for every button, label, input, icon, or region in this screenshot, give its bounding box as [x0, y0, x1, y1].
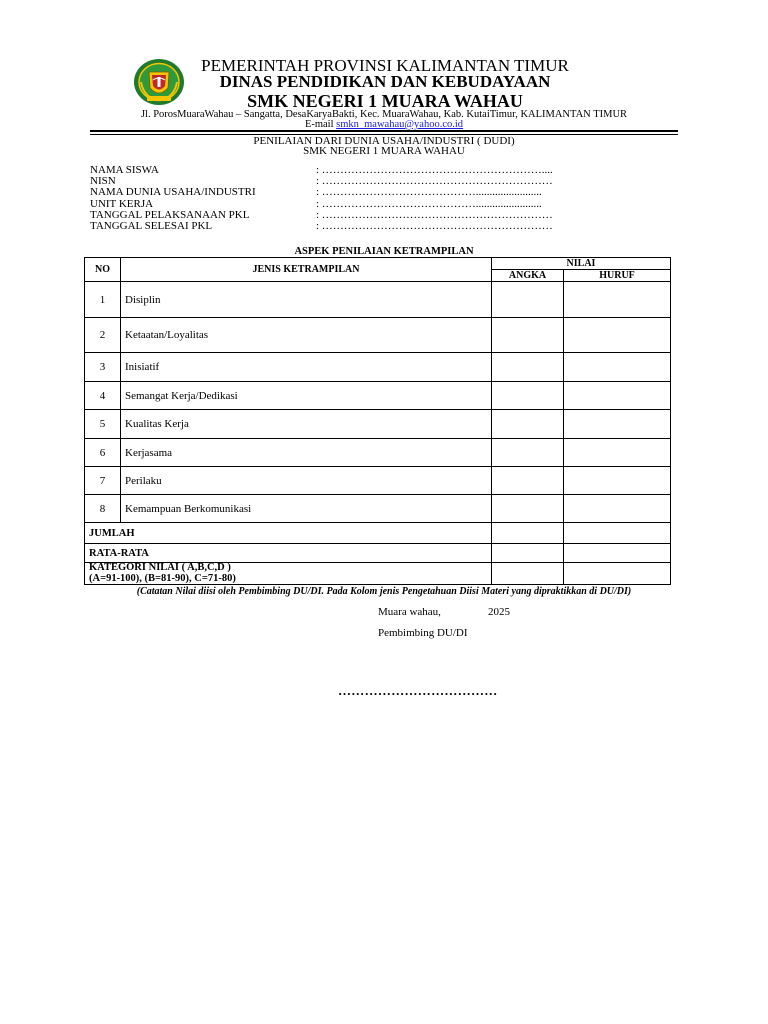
angka-cell[interactable] — [492, 410, 564, 439]
row-skill: Inisiatif — [121, 353, 492, 382]
category-angka-cell[interactable] — [492, 563, 564, 585]
header-skill: JENIS KETRAMPILAN — [121, 258, 492, 282]
signature-role: Pembimbing DU/DI — [378, 627, 468, 639]
huruf-cell[interactable] — [564, 467, 671, 495]
huruf-cell[interactable] — [564, 495, 671, 523]
row-skill: Kerjasama — [121, 439, 492, 467]
identity-row-dunia-usaha — [90, 187, 542, 198]
email-link[interactable]: smkn_mawahau@yahoo.co.id — [336, 119, 464, 130]
category-scale: (A=91-100), (B=81-90), C=71-80) — [89, 572, 236, 584]
header-huruf: HURUF — [564, 270, 671, 282]
table-row — [85, 467, 671, 495]
instruction-note: (Catatan Nilai diisi oleh Pembimbing DU/DI. Pada Kolom jenis Pengetahuan Diisi Materi yang dipraktikkan di DU/DI) — [136, 586, 632, 597]
total-angka-cell[interactable] — [492, 523, 564, 544]
huruf-cell[interactable] — [564, 410, 671, 439]
row-number: 7 — [85, 467, 121, 495]
total-row — [85, 523, 671, 544]
header-nilai: NILAI — [492, 258, 671, 270]
angka-cell[interactable] — [492, 439, 564, 467]
letterhead-thick-rule — [90, 130, 678, 132]
category-huruf-cell[interactable] — [564, 563, 671, 585]
identity-label: NAMA DUNIA USAHA/INDUSTRI — [90, 186, 256, 198]
huruf-cell[interactable] — [564, 318, 671, 353]
identity-label: TANGGAL SELESAI PKL — [90, 220, 213, 232]
row-number: 2 — [85, 318, 121, 353]
form-title: PENILAIAN DARI DUNIA USAHA/INDUSTRI ( DUDI) — [253, 135, 515, 147]
table-row — [85, 353, 671, 382]
identity-field[interactable]: : ……………………………………........................ — [316, 186, 542, 198]
header-no: NO — [85, 258, 121, 282]
identity-field[interactable]: : ……………………………………………………… — [316, 209, 553, 221]
table-row — [85, 439, 671, 467]
email-label: E-mail — [304, 119, 337, 130]
identity-label: UNIT KERJA — [90, 198, 154, 210]
header-department: DINAS PENDIDIKAN DAN KEBUDAYAAN — [219, 72, 551, 91]
row-skill: Disiplin — [121, 282, 492, 318]
identity-label: NAMA SISWA — [90, 164, 159, 176]
signature-name-line[interactable]: ……………………………… — [338, 683, 498, 698]
row-number: 6 — [85, 439, 121, 467]
header-email — [90, 120, 678, 131]
average-angka-cell[interactable] — [492, 544, 564, 563]
average-huruf-cell[interactable] — [564, 544, 671, 563]
identity-field[interactable]: : ……………………………………........................ — [316, 198, 542, 210]
category-label — [85, 563, 492, 585]
row-skill: Kemampuan Berkomunikasi — [121, 495, 492, 523]
huruf-cell[interactable] — [564, 382, 671, 410]
angka-cell[interactable] — [492, 318, 564, 353]
identity-label: TANGGAL PELAKSANAAN PKL — [90, 209, 250, 221]
form-subtitle: SMK NEGERI 1 MUARA WAHAU — [303, 145, 465, 157]
total-label: JUMLAH — [85, 523, 492, 544]
identity-row-tanggal-selesai — [90, 221, 553, 232]
angka-cell[interactable] — [492, 467, 564, 495]
table-row — [85, 382, 671, 410]
row-skill: Ketaatan/Loyalitas — [121, 318, 492, 353]
header-school-name: SMK NEGERI 1 MUARA WAHAU — [247, 91, 523, 111]
header-government: PEMERINTAH PROVINSI KALIMANTAN TIMUR — [201, 56, 569, 75]
total-huruf-cell[interactable] — [564, 523, 671, 544]
signature-place: Muara wahau, — [378, 606, 441, 618]
category-row — [85, 563, 671, 585]
table-row — [85, 410, 671, 439]
row-number: 5 — [85, 410, 121, 439]
row-skill: Kualitas Kerja — [121, 410, 492, 439]
average-row — [85, 544, 671, 563]
table-row — [85, 282, 671, 318]
row-skill: Semangat Kerja/Dedikasi — [121, 382, 492, 410]
header-address: Jl. PorosMuaraWahau – Sangatta, DesaKaryaBakti, Kec. MuaraWahau, Kab. KutaiTimur, KALIMANTAN TIMUR — [140, 109, 628, 120]
huruf-cell[interactable] — [564, 439, 671, 467]
table-row — [85, 495, 671, 523]
category-title: KATEGORI NILAI ( A,B,C,D ) — [89, 562, 231, 573]
assessment-table — [84, 257, 671, 585]
identity-field[interactable]: : …………………………………………………….... — [316, 164, 553, 176]
identity-field[interactable]: : ……………………………………………………… — [316, 175, 553, 187]
average-label: RATA-RATA — [85, 544, 492, 563]
identity-field[interactable]: : ……………………………………………………… — [316, 220, 553, 232]
aspect-title: ASPEK PENILAIAN KETRAMPILAN — [294, 246, 474, 257]
row-number: 8 — [85, 495, 121, 523]
signature-year: 2025 — [488, 606, 510, 618]
angka-cell[interactable] — [492, 353, 564, 382]
row-number: 3 — [85, 353, 121, 382]
huruf-cell[interactable] — [564, 282, 671, 318]
row-number: 4 — [85, 382, 121, 410]
row-number: 1 — [85, 282, 121, 318]
angka-cell[interactable] — [492, 382, 564, 410]
identity-label: NISN — [90, 175, 116, 187]
provincial-crest-icon — [133, 58, 185, 106]
table-row — [85, 318, 671, 353]
huruf-cell[interactable] — [564, 353, 671, 382]
row-skill: Perilaku — [121, 467, 492, 495]
header-angka: ANGKA — [492, 270, 564, 282]
angka-cell[interactable] — [492, 495, 564, 523]
angka-cell[interactable] — [492, 282, 564, 318]
